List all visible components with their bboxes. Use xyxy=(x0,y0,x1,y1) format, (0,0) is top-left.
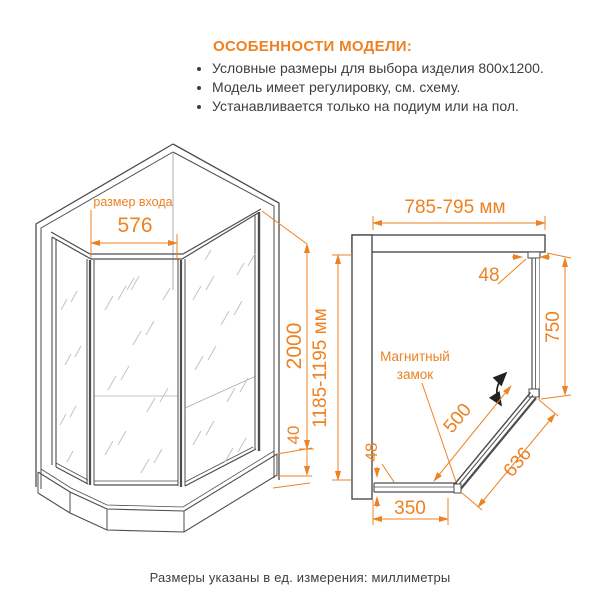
right-wall-outer-edge xyxy=(173,144,279,480)
diagonal-door xyxy=(454,373,537,493)
height-value: 2000 xyxy=(283,322,306,370)
feature-item: • Условные размеры для выбора изделия 800x1200. xyxy=(212,59,544,78)
glass-hatch-right xyxy=(193,250,255,462)
bottom-rim xyxy=(185,447,253,482)
front-view-drawing xyxy=(15,140,315,570)
feature-item: • Модель имеет регулировку, см. схему. xyxy=(212,78,544,97)
plan-view-drawing xyxy=(310,190,600,540)
top-wall xyxy=(352,235,545,252)
door-width-value: 500 xyxy=(439,399,477,438)
bottom-profile-value: 48 xyxy=(362,442,381,462)
bottom-rim xyxy=(185,449,256,486)
magnet-profile xyxy=(454,484,461,493)
right-panel-value: 750 xyxy=(543,311,564,343)
features-title: ОСОБЕННОСТИ МОДЕЛИ: xyxy=(213,38,413,55)
bottom-profile-leader xyxy=(382,464,394,482)
door-swing-arrow xyxy=(497,373,506,405)
base-height-value: 40 xyxy=(284,425,303,445)
frame-profiles xyxy=(52,212,259,487)
glass-hatch-front xyxy=(105,276,170,473)
feature-item: • Устанавливается только на подиум или на пол. xyxy=(212,97,544,116)
top-profile-value: 48 xyxy=(478,265,500,286)
top-rim-frame xyxy=(51,209,261,259)
top-profile-leader xyxy=(498,259,526,284)
glass-reflection xyxy=(185,376,256,408)
front-view-dimensions xyxy=(91,195,314,488)
bottom-rim xyxy=(56,463,88,480)
rim-outer xyxy=(51,209,261,254)
units-note: Размеры указаны в ед. измерения: миллиметры xyxy=(149,570,451,585)
entrance-size-label: размер входа xyxy=(93,195,173,209)
bottom-panel-value: 350 xyxy=(394,498,426,519)
bottom-fixed-panel xyxy=(374,483,459,492)
depth-ext-lines xyxy=(332,255,351,480)
podium-base xyxy=(38,451,277,532)
podium-top-rim xyxy=(38,454,277,511)
entrance-width-value: 576 xyxy=(117,214,153,237)
depth-range-value: 1185-1195 мм xyxy=(310,308,331,428)
podium-edges xyxy=(38,454,277,532)
width-range-value: 785-795 мм xyxy=(404,197,506,218)
glass-hatch-left xyxy=(60,291,81,462)
rim-inner xyxy=(52,213,258,259)
right-fixed-panel xyxy=(528,252,540,399)
magnet-label: Магнитный xyxy=(380,349,450,364)
panel-top-profile xyxy=(528,252,540,258)
features-list xyxy=(212,59,544,116)
magnet-label: замок xyxy=(396,367,434,382)
podium-bottom-rim xyxy=(38,475,277,532)
diagonal-value: 636 xyxy=(499,443,537,482)
diagonal-dim-line xyxy=(478,414,555,507)
